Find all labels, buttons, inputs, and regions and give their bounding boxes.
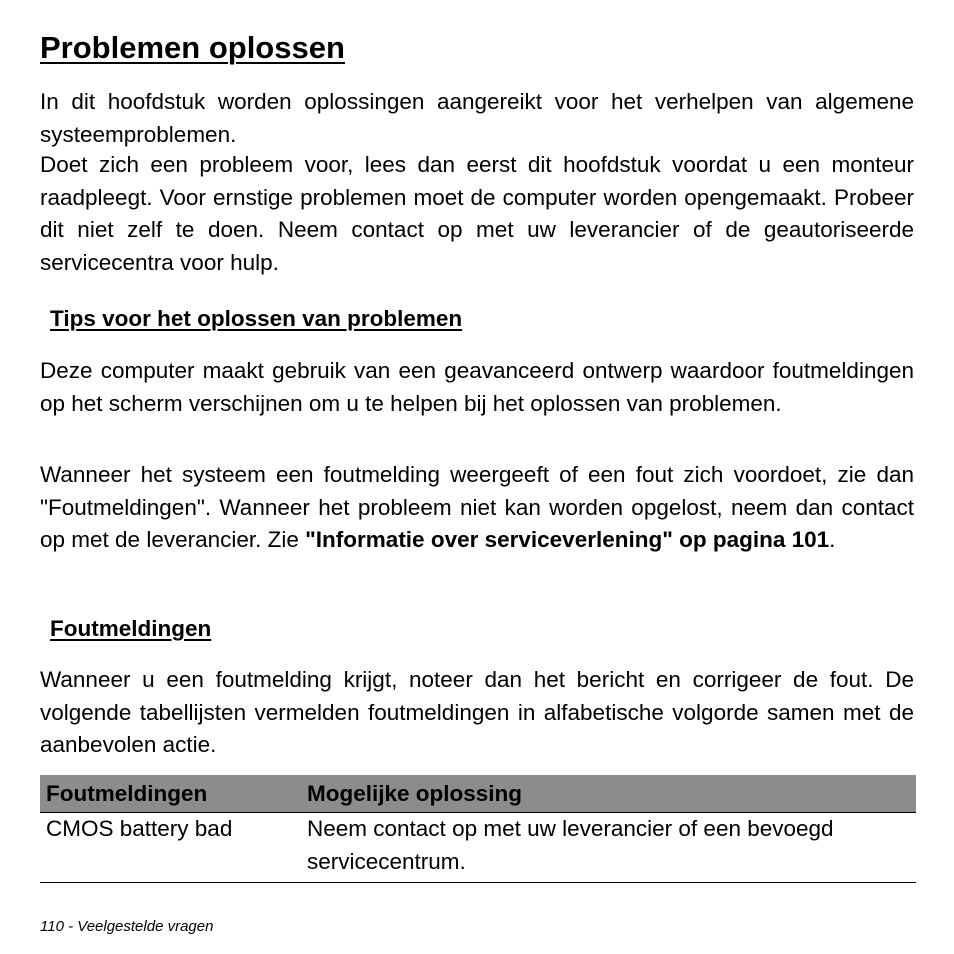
- column-header-error: Foutmeldingen: [40, 775, 301, 813]
- tips-paragraph-2-text: Wanneer het systeem een foutmelding weergeeft of een fout zich voordoet, zie dan "Foutmeldingen". Wanneer het probleem niet kan worden opgelost, neem dan contact op met de leverancier. Zie: [40, 462, 914, 552]
- page-title: Problemen oplossen: [40, 30, 345, 65]
- errors-heading: Foutmeldingen: [50, 616, 212, 641]
- error-messages-table: [40, 775, 916, 883]
- intro-paragraph-2: Doet zich een probleem voor, lees dan eerst dit hoofdstuk voordat u een monteur raadpleegt. Voor ernstige problemen moet de computer worden opengemaakt. Probeer dit niet zelf te doen. Neem contact op met uw leverancier of de geautoriseerde servicecentra voor hulp.: [40, 152, 914, 275]
- intro-paragraph-1: In dit hoofdstuk worden oplossingen aangereikt voor het verhelpen van algemene systeemproblemen.: [40, 89, 914, 147]
- tips-heading: Tips voor het oplossen van problemen: [50, 306, 463, 331]
- column-header-solution: Mogelijke oplossing: [301, 775, 916, 813]
- table-cell-solution: Neem contact op met uw leverancier of een bevoegd servicecentrum.: [301, 813, 916, 883]
- tips-paragraph-2-end: .: [829, 527, 836, 552]
- tips-paragraph-1: Deze computer maakt gebruik van een geavanceerd ontwerp waardoor foutmeldingen op het scherm verschijnen om u te helpen bij het oplossen van problemen.: [40, 358, 914, 416]
- table-row: [40, 813, 916, 883]
- service-info-link[interactable]: "Informatie over serviceverlening" op pagina 101: [305, 527, 830, 552]
- page-footer: 110 - Veelgestelde vragen: [40, 918, 214, 935]
- table-cell-error: CMOS battery bad: [40, 813, 301, 883]
- table-header-row: [40, 775, 916, 813]
- tips-paragraph-2: [40, 459, 914, 557]
- errors-paragraph-1: Wanneer u een foutmelding krijgt, noteer dan het bericht en corrigeer de fout. De volgende tabellijsten vermelden foutmeldingen in alfabetische volgorde samen met de aanbevolen actie.: [40, 667, 914, 757]
